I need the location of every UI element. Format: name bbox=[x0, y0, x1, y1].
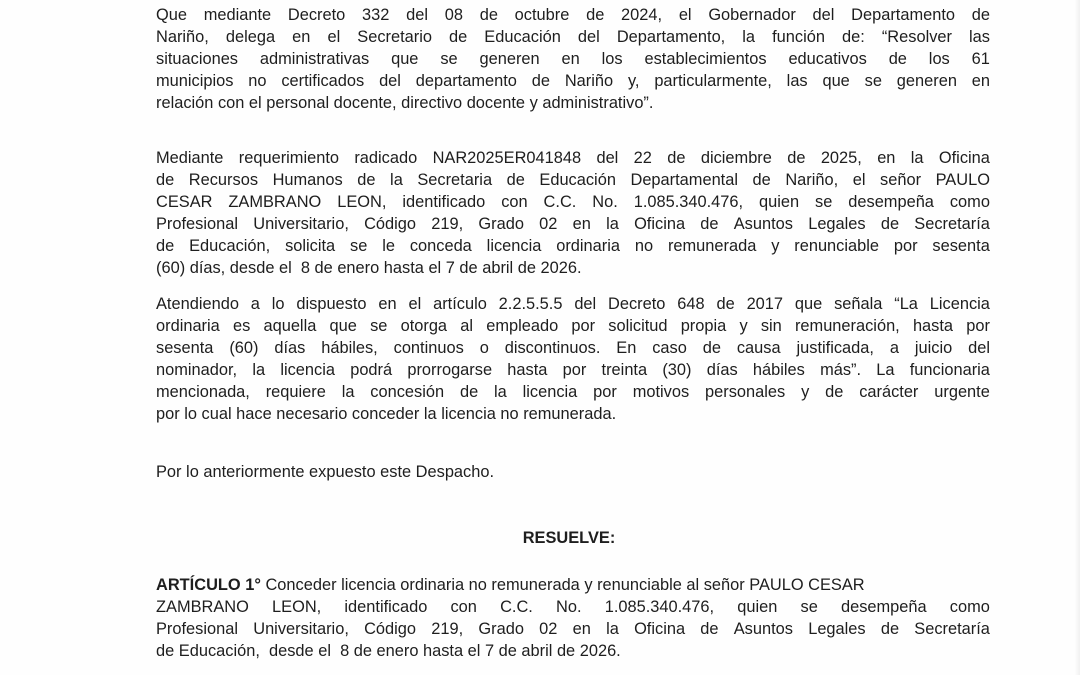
text-line: de Educación, desde el 8 de enero hasta el 7 de abril de 2026. bbox=[156, 642, 621, 660]
paragraph-closing bbox=[156, 461, 990, 483]
text-line: Por lo anteriormente expuesto este Despacho. bbox=[156, 463, 495, 481]
text-line: Profesional Universitario, Código 219, Grado 02 en la Oficina de Asuntos Legales de Secretaría bbox=[156, 215, 990, 233]
text-line: mencionada, requiere la concesión de la licencia por motivos personales y de carácter urgente bbox=[156, 383, 990, 401]
text-line: Atendiendo a lo dispuesto en el artículo 2.2.5.5.5 del Decreto 648 de 2017 que señala “La Licencia bbox=[156, 295, 990, 313]
text-line: ZAMBRANO LEON, identificado con C.C. No. 1.085.340.476, quien se desempeña como bbox=[156, 598, 990, 616]
text-line: Mediante requerimiento radicado NAR2025ER041848 del 22 de diciembre de 2025, en la Oficina bbox=[156, 149, 990, 167]
paragraph-decree-delegation bbox=[156, 4, 990, 114]
article-1-text: Conceder licencia ordinaria no remunerada y renunciable al señor PAULO CESAR bbox=[260, 576, 865, 594]
text-line: (60) días, desde el 8 de enero hasta el 7 de abril de 2026. bbox=[156, 259, 582, 277]
text-line: Que mediante Decreto 332 del 08 de octubre de 2024, el Gobernador del Departamento de bbox=[156, 6, 990, 24]
text-line: situaciones administrativas que se generen en los establecimientos educativos de los 61 bbox=[156, 50, 990, 68]
text-line: ordinaria es aquella que se otorga al empleado por solicitud propia y sin remuneración, hasta por bbox=[156, 317, 990, 335]
article-1-label: ARTÍCULO 1° bbox=[156, 576, 261, 594]
text-line: nominador, la licencia podrá prorrogarse hasta por treinta (30) días hábiles más”. La funcionaria bbox=[156, 361, 990, 379]
text-line: relación con el personal docente, directivo docente y administrativo”. bbox=[156, 94, 654, 112]
paragraph-legal-basis bbox=[156, 293, 990, 425]
resuelve-heading: RESUELVE: bbox=[522, 529, 616, 547]
text-line: sesenta (60) días hábiles, continuos o discontinuos. En caso de causa justificada, a juicio del bbox=[156, 339, 990, 357]
article-1-first-line bbox=[156, 574, 990, 596]
text-line: por lo cual hace necesario conceder la licencia no remunerada. bbox=[156, 405, 617, 423]
text-line: municipios no certificados del departamento de Nariño y, particularmente, las que se generen en bbox=[156, 72, 990, 90]
text-line: de Educación, solicita se le conceda licencia ordinaria no remunerada y renunciable por sesenta bbox=[156, 237, 990, 255]
article-1 bbox=[156, 574, 990, 662]
text-line: de Recursos Humanos de la Secretaria de Educación Departamental de Nariño, el señor PAULO bbox=[156, 171, 990, 189]
scan-edge bbox=[1074, 0, 1080, 675]
text-line: CESAR ZAMBRANO LEON, identificado con C.C. No. 1.085.340.476, quien se desempeña como bbox=[156, 193, 990, 211]
text-line: Profesional Universitario, Código 219, Grado 02 en la Oficina de Asuntos Legales de Secretaría bbox=[156, 620, 990, 638]
text-line: Nariño, delega en el Secretario de Educación del Departamento, la función de: “Resolver las bbox=[156, 28, 990, 46]
paragraph-request bbox=[156, 147, 990, 279]
